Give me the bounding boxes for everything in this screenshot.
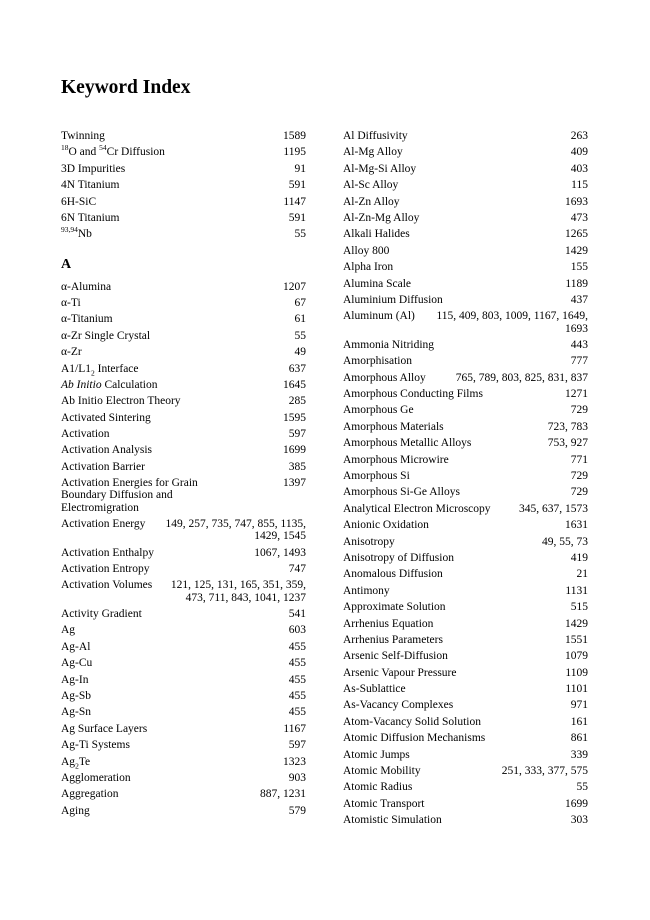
index-pages: 1167 [283, 722, 306, 735]
index-entry [61, 723, 306, 735]
index-pages: 455 [288, 640, 306, 653]
index-pages: 385 [288, 460, 306, 473]
index-term: $^{93,94}$Nb [61, 225, 92, 241]
index-entry [61, 379, 306, 391]
index-term: Arsenic Self-Diffusion [343, 650, 448, 663]
index-pages: 49, 55, 73 [542, 535, 588, 548]
index-pages: 91 [294, 162, 306, 175]
index-pages: 115 [571, 179, 588, 192]
index-entry [343, 454, 588, 466]
index-term: Ag Surface Layers [61, 722, 148, 735]
index-entry [343, 486, 588, 498]
index-term: Ag-Sb [61, 689, 92, 702]
index-term: Arrhenius Equation [343, 617, 434, 630]
index-entry [61, 805, 306, 817]
index-term: Activation Analysis [61, 444, 153, 457]
index-pages: 971 [570, 699, 588, 712]
index-entry [343, 421, 588, 433]
index-entry [61, 477, 306, 514]
index-pages: 403 [570, 162, 588, 175]
index-pages: 1323 [283, 755, 306, 768]
index-term: α-Titanium [61, 313, 113, 326]
index-term: α-Alumina [61, 280, 112, 293]
index-entry [343, 355, 588, 367]
index-pages: 121, 125, 131, 165, 351, 359, 473, 711, 843, 1041, 1237 [170, 579, 306, 604]
index-entry [343, 245, 588, 257]
index-pages: 455 [288, 706, 306, 719]
index-entry [343, 568, 588, 580]
index-pages: 1589 [283, 130, 306, 142]
superscript: 18 [61, 143, 69, 153]
index-term: Atomistic Simulation [343, 814, 442, 827]
index-pages: 1429 [565, 244, 588, 257]
index-term: Aluminum (Al) [343, 310, 415, 323]
index-entry [61, 608, 306, 620]
index-entry [61, 281, 306, 293]
index-term: Approximate Solution [343, 601, 446, 614]
index-term: Twinning [61, 130, 105, 142]
index-entry [343, 294, 588, 306]
index-entry [343, 228, 588, 240]
index-term: Activation Barrier [61, 460, 145, 473]
index-pages: 1195 [283, 146, 306, 159]
page-title: Keyword Index [61, 77, 191, 98]
index-term: Atomic Jumps [343, 748, 410, 761]
index-term: Ag-Ti Systems [61, 739, 130, 752]
index-term: Ag-Al [61, 640, 91, 653]
index-entry [61, 225, 306, 241]
index-term: Activation [61, 428, 110, 441]
index-term: Activated Sintering [61, 411, 151, 424]
index-pages: 1067, 1493 [254, 546, 306, 559]
index-pages: 1131 [565, 584, 588, 597]
index-pages: 455 [288, 657, 306, 670]
index-entry [61, 444, 306, 456]
index-term: 3D Impurities [61, 162, 126, 175]
index-term: As-Sublattice [343, 683, 406, 696]
index-term: Arrhenius Parameters [343, 633, 443, 646]
index-term: α-Ti [61, 296, 81, 309]
index-term: α-Zr [61, 346, 82, 359]
index-term: Activation Energy [61, 518, 146, 531]
index-term: Anisotropy of Diffusion [343, 551, 454, 564]
index-term: $Ag_2Te$ [61, 755, 91, 770]
index-pages: 765, 789, 803, 825, 831, 837 [455, 371, 588, 384]
index-entry [343, 146, 588, 158]
index-pages: 437 [570, 293, 588, 306]
index-term: Alkali Halides [343, 228, 410, 241]
index-term: Alpha Iron [343, 261, 394, 274]
index-term: Aging [61, 804, 90, 817]
index-entry [61, 395, 306, 407]
index-pages: 419 [570, 551, 588, 564]
index-pages: 115, 409, 803, 1009, 1167, 1649, 1693 [436, 310, 588, 335]
index-entry [343, 618, 588, 630]
index-pages: 579 [288, 804, 306, 817]
index-entry [343, 372, 588, 384]
index-term: Agglomeration [61, 771, 131, 784]
index-pages: 49 [294, 346, 306, 359]
index-term: Ag-Cu [61, 657, 93, 670]
index-term: Al-Zn-Mg Alloy [343, 211, 420, 224]
index-entry [61, 624, 306, 636]
index-term: Anisotropy [343, 535, 395, 548]
index-term: Anionic Oxidation [343, 519, 429, 532]
index-term: Al-Zn Alloy [343, 195, 400, 208]
index-pages: 1397 [283, 477, 306, 490]
index-entry [61, 130, 306, 142]
index-entry [61, 563, 306, 575]
index-entry [61, 412, 306, 424]
index-term: Atomic Transport [343, 797, 425, 810]
index-pages: 263 [570, 130, 588, 142]
index-entry [343, 339, 588, 351]
index-entry [343, 667, 588, 679]
index-pages: 455 [288, 673, 306, 686]
section-letter-a: A [61, 256, 72, 272]
index-entry [343, 503, 588, 515]
index-entry [343, 749, 588, 761]
index-entry [61, 674, 306, 686]
index-term: Aluminium Diffusion [343, 293, 443, 306]
index-pages: 1631 [565, 519, 588, 532]
index-entry [61, 739, 306, 751]
index-pages: 753, 927 [547, 437, 588, 450]
index-entry [343, 798, 588, 810]
index-entry [61, 657, 306, 669]
index-term: Ag [61, 624, 76, 637]
index-term: Atomic Mobility [343, 765, 421, 778]
index-term: Activation Energies for Grain Boundary Diffusion and Electromigration [61, 477, 198, 514]
index-term: Al-Mg-Si Alloy [343, 162, 417, 175]
index-entry [343, 163, 588, 175]
index-term: 6H-SiC [61, 195, 97, 208]
index-entry [61, 756, 306, 768]
index-pages: 729 [570, 404, 588, 417]
index-term: Anomalous Diffusion [343, 568, 443, 581]
index-entry [343, 716, 588, 728]
index-pages: 1551 [565, 633, 588, 646]
index-entry [61, 313, 306, 325]
index-entry [343, 683, 588, 695]
index-pages: 1645 [283, 378, 306, 391]
index-entry [343, 765, 588, 777]
index-term: Amorphous Microwire [343, 453, 449, 466]
index-term: Amorphous Ge [343, 404, 414, 417]
index-term: Activity Gradient [61, 608, 142, 620]
index-entry [61, 579, 306, 603]
index-term: Al Diffusivity [343, 130, 408, 142]
index-entry [61, 212, 306, 224]
index-pages: 637 [288, 362, 306, 375]
index-entry [343, 388, 588, 400]
index-entry [343, 552, 588, 564]
index-pages: 155 [570, 261, 588, 274]
index-pages: 903 [288, 771, 306, 784]
index-entry [61, 547, 306, 559]
index-term: 4N Titanium [61, 179, 120, 192]
index-pages: 541 [288, 608, 306, 620]
index-pages: 1189 [565, 277, 588, 290]
index-pages: 455 [288, 689, 306, 702]
index-entry [61, 179, 306, 191]
index-entry [343, 310, 588, 334]
index-entry [343, 781, 588, 793]
index-entry [343, 536, 588, 548]
index-entry [61, 363, 306, 375]
index-term: Ag-Sn [61, 706, 92, 719]
index-pages: 443 [570, 338, 588, 351]
index-pages: 409 [570, 146, 588, 159]
index-numeric-group [61, 130, 306, 241]
subscript: 2 [75, 760, 79, 770]
index-entry [61, 788, 306, 800]
index-entry [343, 814, 588, 826]
index-pages: 67 [294, 296, 306, 309]
index-entry [343, 585, 588, 597]
index-pages: 723, 783 [547, 420, 588, 433]
index-pages: 339 [570, 748, 588, 761]
index-term: Amorphous Materials [343, 420, 444, 433]
index-entry [343, 179, 588, 191]
index-entry [61, 346, 306, 358]
index-pages: 1699 [565, 797, 588, 810]
index-term: As-Vacancy Complexes [343, 699, 454, 712]
index-term: Amorphous Alloy [343, 371, 426, 384]
index-term: Amorphous Si [343, 470, 410, 483]
index-entry [343, 650, 588, 662]
index-pages: 473 [570, 211, 588, 224]
index-term: Ab Initio Electron Theory [61, 395, 181, 408]
index-pages: 1595 [283, 411, 306, 424]
index-entry [61, 461, 306, 473]
index-term: α-Zr Single Crystal [61, 329, 151, 342]
index-entry [343, 261, 588, 273]
index-term: Ab Initio Calculation [61, 378, 158, 391]
index-pages: 597 [288, 428, 306, 441]
index-pages: 1265 [565, 228, 588, 241]
index-pages: 1101 [565, 683, 588, 696]
index-term: Atomic Diffusion Mechanisms [343, 732, 486, 745]
index-entry [343, 404, 588, 416]
index-entry [343, 130, 588, 142]
index-pages: 747 [288, 563, 306, 576]
index-term: Activation Volumes [61, 579, 153, 592]
index-entry [61, 772, 306, 784]
index-pages: 603 [288, 624, 306, 637]
index-term: Alloy 800 [343, 244, 390, 257]
index-term: $^{18}$O and $^{54}$Cr Diffusion [61, 143, 165, 159]
index-term: Alumina Scale [343, 277, 412, 290]
index-pages: 149, 257, 735, 747, 855, 1135, 1429, 1545 [165, 518, 306, 543]
index-pages: 1429 [565, 617, 588, 630]
index-entry [343, 437, 588, 449]
index-term: Atom-Vacancy Solid Solution [343, 715, 481, 728]
index-pages: 285 [288, 395, 306, 408]
index-entry [343, 699, 588, 711]
index-pages: 251, 333, 377, 575 [501, 765, 588, 778]
index-pages: 1147 [283, 195, 306, 208]
index-pages: 1699 [283, 444, 306, 457]
index-entry [61, 196, 306, 208]
index-pages: 729 [570, 486, 588, 499]
index-entry [343, 601, 588, 613]
index-term: Al-Mg Alloy [343, 146, 403, 159]
index-entry [61, 297, 306, 309]
index-pages: 1207 [283, 280, 306, 293]
index-entry [61, 690, 306, 702]
index-a-group [61, 281, 306, 817]
index-pages: 303 [570, 814, 588, 827]
index-term: 6N Titanium [61, 211, 120, 224]
index-term: Amorphous Conducting Films [343, 388, 483, 401]
index-entry [61, 641, 306, 653]
index-entry [343, 196, 588, 208]
index-pages: 515 [570, 601, 588, 614]
index-pages: 591 [288, 179, 306, 192]
index-pages: 61 [294, 313, 306, 326]
index-term: Atomic Radius [343, 781, 413, 794]
index-pages: 597 [288, 739, 306, 752]
index-term: Al-Sc Alloy [343, 179, 399, 192]
index-term: Arsenic Vapour Pressure [343, 666, 457, 679]
index-entry [61, 428, 306, 440]
index-pages: 861 [570, 732, 588, 745]
index-term: Activation Enthalpy [61, 546, 154, 559]
index-entry [343, 212, 588, 224]
index-term: Amorphous Si-Ge Alloys [343, 486, 460, 499]
index-entry [61, 518, 306, 542]
index-pages: 771 [570, 453, 588, 466]
index-term: Ag-In [61, 673, 89, 686]
index-entry [61, 163, 306, 175]
index-pages: 345, 637, 1573 [519, 502, 588, 515]
italic-text: Ab Initio [61, 378, 102, 391]
index-term: Amorphous Metallic Alloys [343, 437, 472, 450]
index-entry [343, 732, 588, 744]
index-entry [61, 143, 306, 159]
index-entry [343, 278, 588, 290]
index-pages: 21 [576, 568, 588, 581]
index-entry [343, 470, 588, 482]
index-term: Amorphisation [343, 355, 412, 368]
index-term: Antimony [343, 584, 390, 597]
index-term: Analytical Electron Microscopy [343, 502, 491, 515]
index-entry [61, 330, 306, 342]
index-pages: 777 [570, 355, 588, 368]
index-term: $A1/L1_2$ Interface [61, 362, 139, 377]
index-pages: 729 [570, 470, 588, 483]
index-pages: 887, 1231 [260, 788, 306, 801]
index-pages: 55 [294, 329, 306, 342]
index-pages: 1109 [565, 666, 588, 679]
index-pages: 591 [288, 211, 306, 224]
index-term: Activation Entropy [61, 563, 150, 576]
index-pages: 161 [570, 715, 588, 728]
index-entry [343, 519, 588, 531]
index-column-left [61, 130, 306, 821]
index-term: Aggregation [61, 788, 119, 801]
index-pages: 1693 [565, 195, 588, 208]
index-term: Ammonia Nitriding [343, 338, 435, 351]
index-pages: 1079 [565, 650, 588, 663]
index-pages: 55 [294, 228, 306, 241]
superscript: 93,94 [61, 225, 78, 235]
index-entry [61, 706, 306, 718]
index-column-right [343, 130, 588, 831]
subscript: 2 [91, 367, 95, 377]
index-pages: 1271 [565, 388, 588, 401]
superscript: 54 [99, 143, 107, 153]
index-pages: 55 [576, 781, 588, 794]
index-entry [343, 634, 588, 646]
